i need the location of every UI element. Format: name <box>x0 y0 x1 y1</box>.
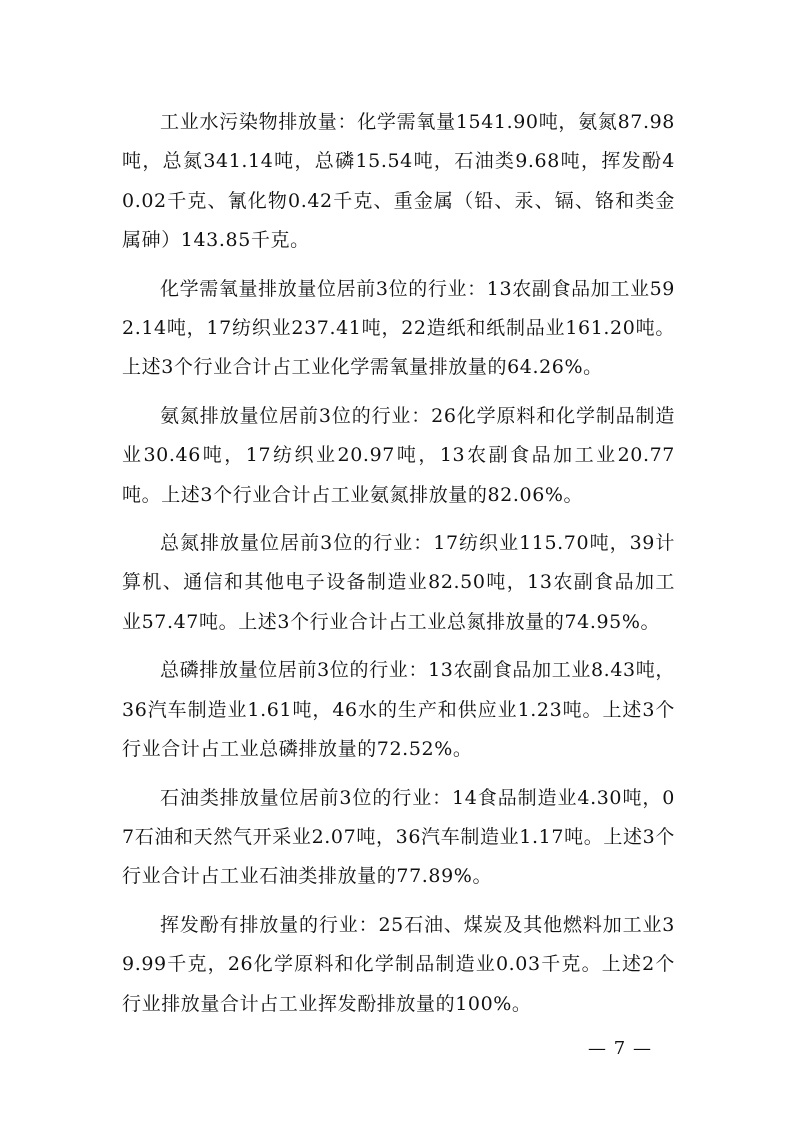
paragraph-water-pollutants: 工业水污染物排放量：化学需氧量1541.90吨，氨氮87.98吨，总氮341.14吨，总磷15.54吨，石油类9.68吨，挥发酚40.02千克、氰化物0.42千克、重金属（铅、汞、镉、铬和类金属砷）143.85千克。 <box>122 111 675 252</box>
paragraph-petroleum: 石油类排放量位居前3位的行业：14食品制造业4.30吨，07石油和天然气开采业2.07吨，36汽车制造业1.17吨。上述3个行业合计占工业石油类排放量的77.89%。 <box>122 786 675 888</box>
paragraph-volatile-phenol: 挥发酚有排放量的行业：25石油、煤炭及其他燃料加工业39.99千克，26化学原料和化学制品制造业0.03千克。上述2个行业排放量合计占工业挥发酚排放量的100%。 <box>122 913 675 1015</box>
paragraph-total-nitrogen: 总氮排放量位居前3位的行业：17纺织业115.70吨，39计算机、通信和其他电子设备制造业82.50吨，13农副食品加工业57.47吨。上述3个行业合计占工业总氮排放量的74.95%。 <box>122 532 675 633</box>
paragraph-total-phosphorus: 总磷排放量位居前3位的行业：13农副食品加工业8.43吨，36汽车制造业1.61吨，46水的生产和供应业1.23吨。上述3个行业合计占工业总磷排放量的72.52%。 <box>122 659 675 761</box>
page-number: — 7 — <box>588 1038 652 1059</box>
document-body <box>122 103 675 1033</box>
paragraph-cod: 化学需氧量排放量位居前3位的行业：13农副食品加工业592.14吨，17纺织业237.41吨，22造纸和纸制品业161.20吨。上述3个行业合计占工业化学需氧量排放量的64.26%。 <box>122 277 675 379</box>
paragraph-ammonia-nitrogen: 氨氮排放量位居前3位的行业：26化学原料和化学制品制造业30.46吨，17纺织业20.97吨，13农副食品加工业20.77吨。上述3个行业合计占工业氨氮排放量的82.06%。 <box>122 404 675 506</box>
